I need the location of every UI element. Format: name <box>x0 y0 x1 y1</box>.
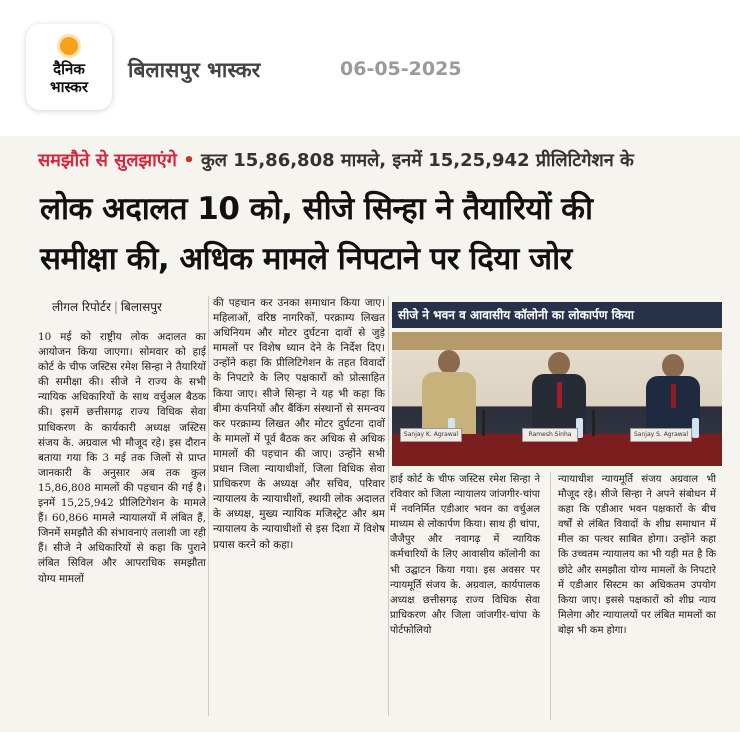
article-kicker <box>38 148 634 172</box>
byline-reporter: लीगल रिपोर्टर <box>52 300 111 314</box>
dainik-bhaskar-logo[interactable] <box>26 24 112 110</box>
microphone <box>482 410 485 436</box>
column-divider <box>208 296 209 716</box>
water-bottle <box>692 418 699 438</box>
column-divider <box>550 472 551 720</box>
article-column-3: हाई कोर्ट के चीफ जस्टिस रमेश सिन्हा ने रविवार को जिला न्यायालय जांजगीर-चांपा में नवनिर्मित एडीआर भवन का वर्चुअल माध्यम से लोकार्पण किया। साथ ही चांपा, जैजैपुर और नवागढ़ में न्यायिक कर्मचारियों के लिए आवासीय कॉलोनी का भी उद्घाटन किया गया। इस अवसर पर न्यायमूर्ति संजय के. अग्रवाल, कार्यपालक अध्यक्ष छत्तीसगढ़ राज्य विधिक सेवा प्राधिकरण और जिला जांजगीर-चांपा के पोर्टफोलियो <box>390 474 540 636</box>
news-photo <box>392 332 722 466</box>
article-column-2: की पहचान कर उनका समाधान किया जाए। महिलाओं, वरिष्ठ नागरिकों, परक्राम्य लिखत अधिनियम और मोटर दुर्घटना दावों से जुड़े मामलों पर विशेष ध्यान देने के निर्देश दिए। उन्होंने कहा कि प्रीलिटिगेशन के तहत विवादों के निपटारे के लिए पक्षकारों को प्रोत्साहित किया जाए। सीजे सिन्हा ने यह भी कहा कि बीमा कंपनियों और बैंकिंग संस्थानों से समन्वय कर परक्राम्य लिखत और मोटर दुर्घटना दावों के मामलों में पूर्व बैठक कर अधिक से अधिक मामलों की पहचान की जाए। उन्होंने सभी प्रधान जिला न्यायाधीशों, जिला विधिक सेवा प्राधिकरण के अध्यक्ष और सचिव, परिवार न्यायालय के न्यायाधीशों, स्थायी लोक अदालत के अध्यक्ष, मुख्य न्यायिक मजिस्ट्रेट और श्रम न्यायालय के न्यायाधीशों से इस दिशा में विशेष प्रयास करने को कहा। <box>213 297 385 551</box>
article-column-1: 10 मई को राष्ट्रीय लोक अदालत का आयोजन किया जाएगा। सोमवार को हाई कोर्ट के चीफ जस्टिस रमेश सिन्हा ने तैयारियों की समीक्षा की। सीजे ने राज्य के सभी न्यायिक अधिकारियों के साथ वर्चुअल बैठक की। इसमें छत्तीसगढ़ राज्य विधिक सेवा प्राधिकरण के कार्यकारी अध्यक्ष जस्टिस संजय के. अग्रवाल भी मौजूद रहे। इस दौरान बताया गया कि 3 मई तक जिलों से प्राप्त जानकारी के अनुसार अब तक कुल 15,86,808 मामलों की पहचान की गई है। इनमें 15,25,942 प्रीलिटिगेशन के मामले हैं। 60,866 मामले न्यायालयों में लंबित हैं, जिनमें समझौते की संभावनाएं तलाशी जा रही हैं। सीजे ने अधिकारियों से कहा कि पुराने लंबित सिविल और आपराधिक समझौता योग्य मामलों <box>38 331 206 585</box>
logo-text-line1: दैनिक <box>53 60 85 78</box>
kicker-bullet: • <box>183 150 195 171</box>
photo-wall <box>392 332 722 350</box>
article-headline <box>40 184 730 284</box>
app-header <box>0 0 740 130</box>
byline-separator: | <box>113 300 118 314</box>
headline-line-2: समीक्षा की, अधिक मामले निपटाने पर दिया जोर <box>40 241 572 277</box>
column-divider <box>388 296 389 716</box>
microphone <box>592 410 595 436</box>
edition-date: 06-05-2025 <box>340 58 462 80</box>
newspaper-clipping <box>0 136 740 732</box>
sun-icon <box>60 37 78 55</box>
byline-city: बिलासपुर <box>120 300 162 314</box>
kicker-highlight: समझौते से सुलझाएंगे <box>38 150 177 171</box>
edition-name: बिलासपुर भास्कर <box>128 58 261 82</box>
kicker-text: कुल 15,86,808 मामले, इनमें 15,25,942 प्रीलिटिगेशन के <box>200 150 634 171</box>
nameplate-3: Sanjay S. Agrawal <box>630 428 692 442</box>
nameplate-1: Sanjay K. Agrawal <box>400 428 462 442</box>
nameplate-2: Ramesh Sinha <box>522 428 578 442</box>
logo-text-line2: भास्कर <box>50 78 88 96</box>
headline-line-1: लोक अदालत 10 को, सीजे सिन्हा ने तैयारियों की <box>40 191 593 227</box>
photo-caption-title: सीजे ने भवन व आवासीय कॉलोनी का लोकार्पण किया <box>392 302 722 328</box>
byline <box>52 298 162 315</box>
article-column-4: न्यायाधीश न्यायमूर्ति संजय अग्रवाल भी मौजूद रहे। सीजे सिन्हा ने अपने संबोधन में कहा कि एडीआर भवन पक्षकारों के बीच वर्षों से लंबित विवादों के शीघ्र समाधान में मील का पत्थर साबित होगा। उन्होंने कहा कि उच्चतम न्यायालय का भी यही मत है कि छोटे और समझौता योग्य मामलों के निपटारे में एडीआर सिस्टम का अधिकतम उपयोग किया जाए। इससे पक्षकारों को शीघ्र न्याय मिलेगा और न्यायालयों पर लंबित मामलों का बोझ भी कम होगा। <box>558 474 716 636</box>
